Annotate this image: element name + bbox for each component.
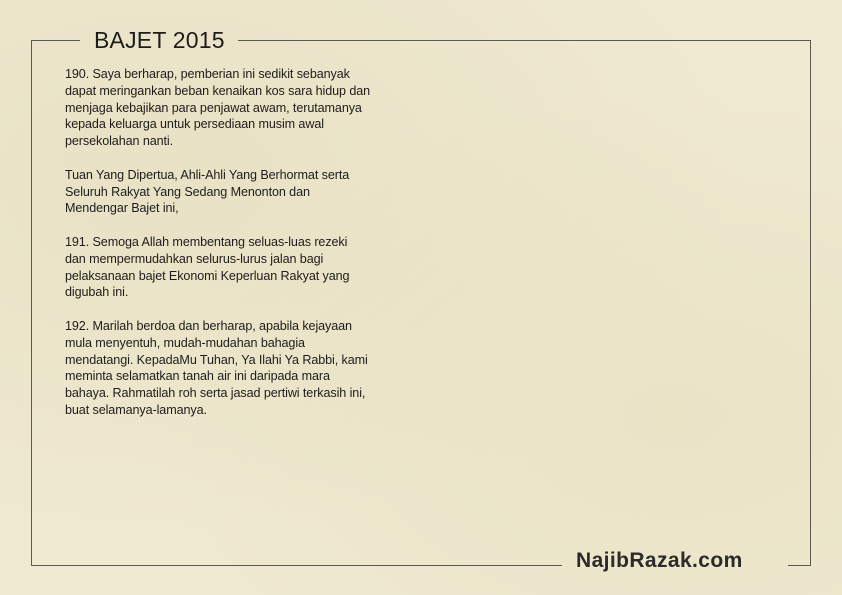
frame-bottom-right-line (788, 565, 811, 566)
frame-top-right-line (238, 40, 811, 41)
paragraph-191: 191. Semoga Allah membentang seluas-luas rezeki dan mempermudahkan selurus-lurus jalan bagi pelaksanaan bajet Ekonomi Keperluan Rakyat yang digubah ini. (65, 234, 350, 300)
frame-right-line (810, 40, 811, 566)
frame-top-left-line (31, 40, 80, 41)
frame-bottom-left-line (31, 565, 562, 566)
frame-left-line (31, 40, 32, 566)
speech-text (65, 66, 425, 436)
paragraph-190: 190. Saya berharap, pemberian ini sedikit sebanyak dapat meringankan beban kenaikan kos sara hidup dan menjaga kebajikan para penjawat awam, terutamanya kepada keluarga untuk persediaan musim awal persekolahan nanti. (65, 67, 371, 149)
paragraph-address: Tuan Yang Dipertua, Ahli-Ahli Yang Berhormat serta Seluruh Rakyat Yang Sedang Menonton dan Mendengar Bajet ini, (65, 167, 350, 216)
page-title: BAJET 2015 (94, 27, 225, 53)
site-logo-text: NajibRazak.com (576, 549, 743, 572)
paragraph-192: 192. Marilah berdoa dan berharap, apabila kejayaan mula menyentuh, mudah-mudahan bahagia mendatangi. KepadaMu Tuhan, Ya Ilahi Ya Rabbi, kami meminta selamatkan tanah air ini daripada mara bahaya. Rahmatilah roh serta jasad pertiwi terkasih ini, buat selamanya-lamanya. (65, 318, 368, 417)
